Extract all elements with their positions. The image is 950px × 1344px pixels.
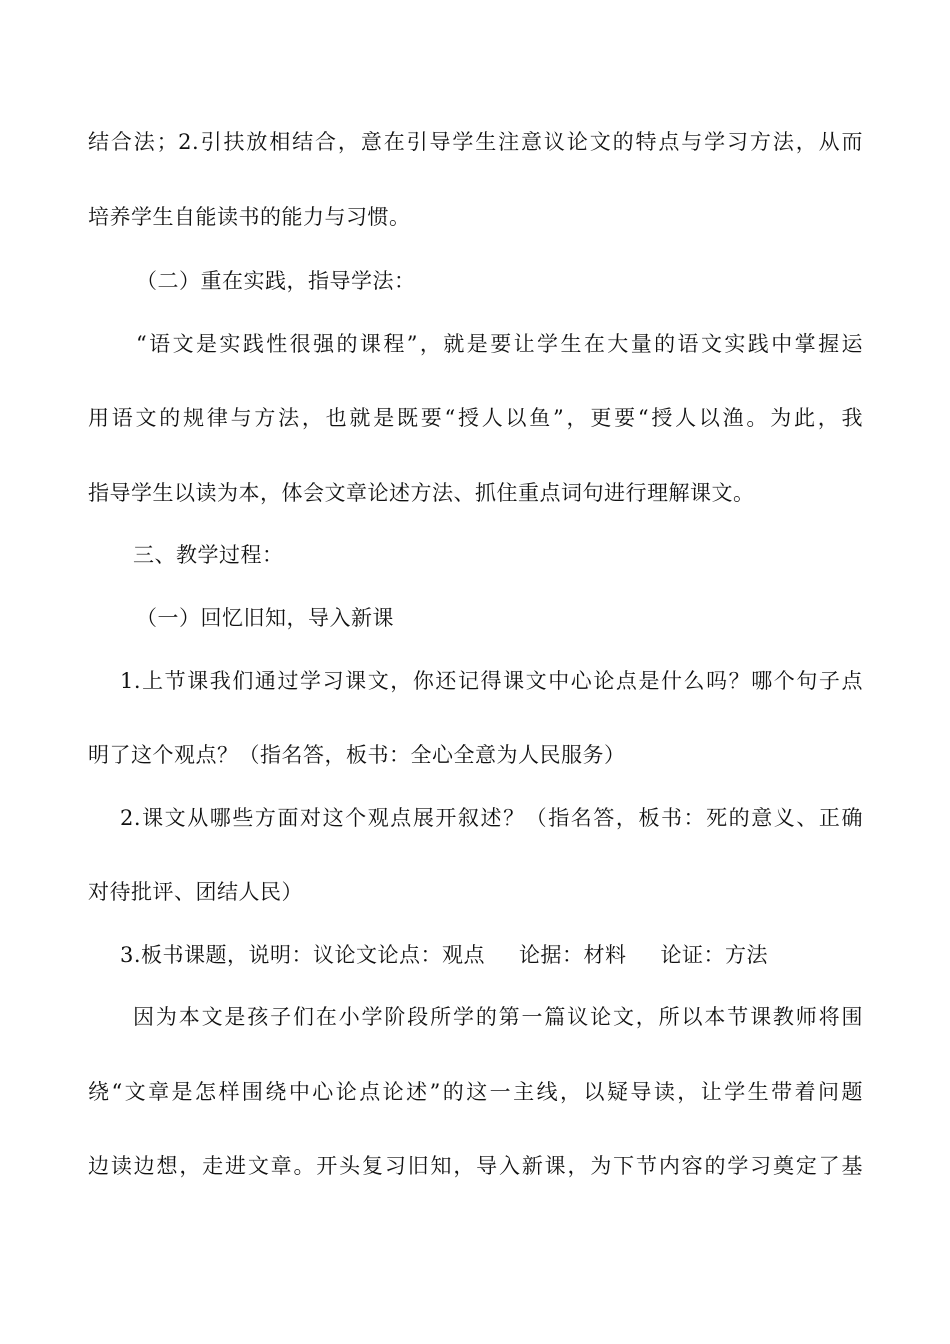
section-heading-process: 三、教学过程： (133, 543, 284, 567)
board-writing-prefix: 3.板书课题，说明：议论文论点：观点 (120, 943, 486, 967)
paragraph-line-7: 绕“文章是怎样围绕中心论点论述”的这一主线，以疑导读，让学生带着问题 (88, 1080, 863, 1104)
paragraph-line-8: 边读边想，走进文章。开头复习旧知，导入新课，为下节内容的学习奠定了基 (88, 1154, 863, 1178)
question-2-line-2: 对待批评、团结人民） (88, 880, 303, 904)
paragraph-line-2: 培养学生自能读书的能力与习惯。 (88, 205, 411, 229)
paragraph-line-5: 指导学生以读为本，体会文章论述方法、抓住重点词句进行理解课文。 (88, 481, 755, 505)
board-writing-line (120, 941, 860, 969)
paragraph-line-4: 用语文的规律与方法，也就是既要“授人以鱼”，更要“授人以渔。为此，我 (88, 406, 863, 430)
paragraph-line-6: 因为本文是孩子们在小学阶段所学的第一篇议论文，所以本节课教师将围 (133, 1005, 863, 1029)
section-heading-practice: （二）重在实践，指导学法： (136, 269, 416, 293)
board-writing-argument: 论证：方法 (660, 943, 769, 967)
question-1-line-2: 明了这个观点？（指名答，板书：全心全意为人民服务） (88, 743, 626, 767)
subsection-heading-review: （一）回忆旧知，导入新课 (136, 606, 394, 630)
question-1-line-1: 1.上节课我们通过学习课文，你还记得课文中心论点是什么吗？哪个句子点 (120, 669, 863, 693)
question-2-line-1: 2.课文从哪些方面对这个观点展开叙述？（指名答，板书：死的意义、正确 (120, 806, 863, 830)
paragraph-line-3: “语文是实践性很强的课程”，就是要让学生在大量的语文实践中掌握运 (136, 332, 863, 356)
board-writing-evidence: 论据：材料 (519, 943, 627, 967)
paragraph-line-1: 结合法；2.引扶放相结合，意在引导学生注意议论文的特点与学习方法，从而 (88, 130, 863, 154)
